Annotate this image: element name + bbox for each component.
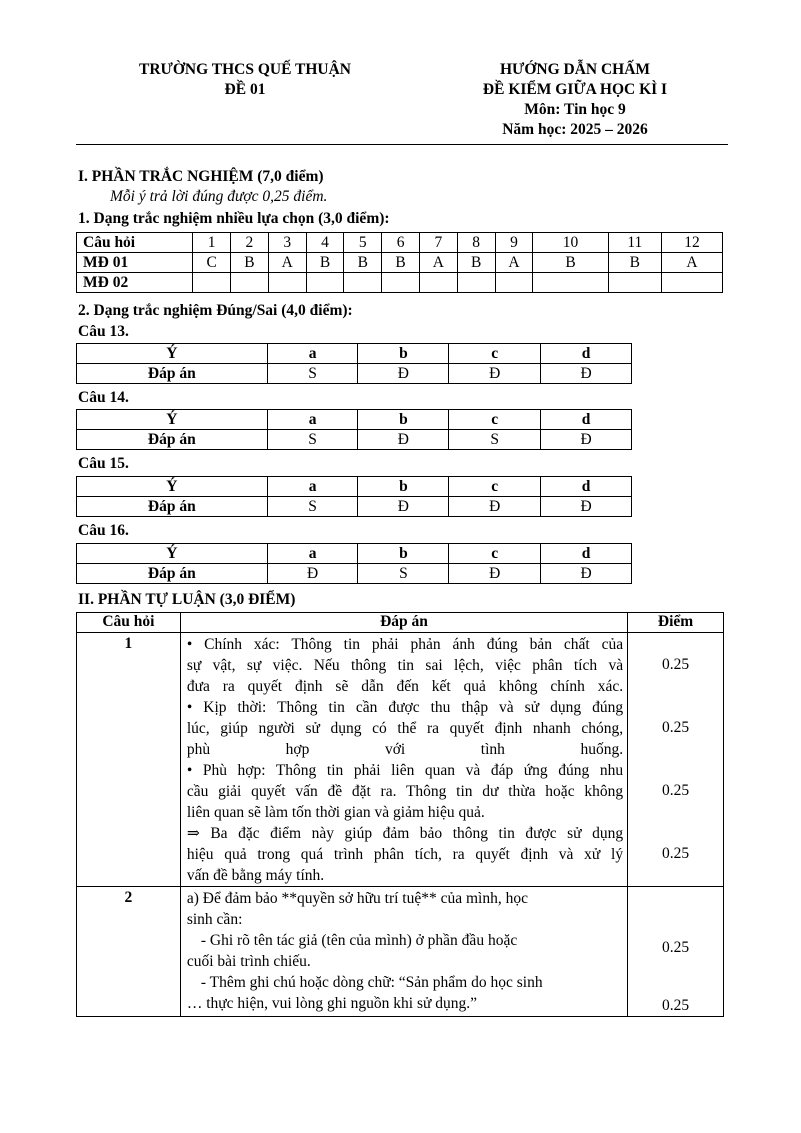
mcq-question-cell: 5 xyxy=(344,233,382,253)
tf-heading: 2. Dạng trắc nghiệm Đúng/Sai (4,0 điểm): xyxy=(78,302,353,319)
tf-col: c xyxy=(449,410,541,430)
essay-row-q2 xyxy=(77,887,724,1017)
md01-answer: B xyxy=(382,253,420,273)
answer-line: hiệu quả trong quá trình phân tích, ra quyết định và xử lý xyxy=(186,846,624,863)
md01-answer: A xyxy=(661,253,722,273)
tf-title-14: Câu 14. xyxy=(78,389,129,406)
tf-answer-label: Đáp án xyxy=(77,497,268,517)
mcq-heading: 1. Dạng trắc nghiệm nhiều lựa chọn (3,0 điểm): xyxy=(78,210,390,227)
col-score-header: Điểm xyxy=(628,613,724,633)
md01-answer: A xyxy=(419,253,457,273)
md02-answer xyxy=(533,273,608,293)
mcq-question-cell: 8 xyxy=(457,233,495,253)
essay-table xyxy=(76,612,724,1017)
tf-col: a xyxy=(267,544,358,564)
mcq-table xyxy=(76,232,723,293)
tf-answer: Đ xyxy=(541,430,632,450)
tf-col: c xyxy=(449,477,541,497)
part1-note: Mỗi ý trả lời đúng được 0,25 điểm. xyxy=(110,188,328,205)
tf-col: d xyxy=(541,544,632,564)
answer-line: sự vật, sự việc. Nếu thông tin sai lệch, việc phân tích và xyxy=(186,657,624,674)
tf-item-label: Ý xyxy=(77,344,268,364)
score-cell-q1 xyxy=(628,633,724,887)
tf-answer-row xyxy=(77,497,632,517)
mcq-question-cell: 12 xyxy=(661,233,722,253)
tf-col: b xyxy=(358,344,449,364)
md01-answer: B xyxy=(231,253,269,273)
col-question-header: Câu hỏi xyxy=(77,613,181,633)
part2-heading: II. PHẦN TỰ LUẬN (3,0 ĐIỂM) xyxy=(78,591,296,608)
tf-answer: Đ xyxy=(358,430,449,450)
tf-col: c xyxy=(449,544,541,564)
tf-answer-row xyxy=(77,364,632,384)
tf-answer: Đ xyxy=(267,564,358,584)
tf-answer-label: Đáp án xyxy=(77,430,268,450)
answer-line: … thực hiện, vui lòng ghi nguồn khi sử dụng.” xyxy=(186,995,478,1012)
answer-line: cuối bài trình chiếu. xyxy=(186,953,311,970)
answer-line: đưa ra quyết định sẽ dẫn đến kết quả không chính xác. xyxy=(186,678,624,695)
score-value: 0.25 xyxy=(661,719,690,736)
tf-col: c xyxy=(449,344,541,364)
tf-answer: S xyxy=(449,430,541,450)
md02-answer xyxy=(344,273,382,293)
tf-answer: Đ xyxy=(358,497,449,517)
tf-answer-row xyxy=(77,430,632,450)
tf-item-row xyxy=(77,544,632,564)
tf-answer: Đ xyxy=(541,564,632,584)
tf-title-13: Câu 13. xyxy=(78,323,129,340)
col-answer-header: Đáp án xyxy=(180,613,627,633)
tf-title-16: Câu 16. xyxy=(78,522,129,539)
md01-answer: B xyxy=(533,253,608,273)
answer-line: vấn đề bằng máy tính. xyxy=(186,867,325,884)
doc-title-1: HƯỚNG DẪN CHẤM xyxy=(499,61,651,78)
md02-answer xyxy=(457,273,495,293)
header-divider xyxy=(76,144,728,145)
header-right xyxy=(430,60,720,140)
mcq-question-cell: 3 xyxy=(268,233,306,253)
tf-table-15 xyxy=(76,476,632,517)
md02-answer xyxy=(661,273,722,293)
md02-answer xyxy=(608,273,661,293)
tf-answer: Đ xyxy=(449,364,541,384)
tf-table-16 xyxy=(76,543,632,584)
mcq-question-cell: 6 xyxy=(382,233,420,253)
md01-answer: B xyxy=(608,253,661,273)
tf-table-13 xyxy=(76,343,632,384)
school-year: Năm học: 2025 – 2026 xyxy=(502,121,648,138)
tf-answer-label: Đáp án xyxy=(77,564,268,584)
answer-line: sinh cần: xyxy=(186,911,243,928)
tf-answer: Đ xyxy=(541,497,632,517)
md01-answer: A xyxy=(268,253,306,273)
tf-col: b xyxy=(358,477,449,497)
md02-answer xyxy=(268,273,306,293)
tf-answer: S xyxy=(267,497,358,517)
mcq-question-row xyxy=(77,233,723,253)
tf-item-row xyxy=(77,344,632,364)
md02-answer xyxy=(231,273,269,293)
mcq-md01-row xyxy=(77,253,723,273)
mcq-question-cell: 11 xyxy=(608,233,661,253)
doc-title-2: ĐỀ KIỂM GIỮA HỌC KÌ I xyxy=(482,81,668,98)
tf-item-label: Ý xyxy=(77,544,268,564)
mcq-question-cell: 4 xyxy=(306,233,344,253)
question-number: 1 xyxy=(77,633,181,887)
tf-col: a xyxy=(267,344,358,364)
md01-answer: A xyxy=(495,253,533,273)
md01-answer: C xyxy=(193,253,231,273)
score-value: 0.25 xyxy=(661,997,690,1014)
exam-code: ĐỀ 01 xyxy=(224,81,266,98)
tf-answer: Đ xyxy=(358,364,449,384)
md02-answer xyxy=(495,273,533,293)
tf-col: d xyxy=(541,477,632,497)
school-name: TRƯỜNG THCS QUẾ THUẬN xyxy=(138,61,351,78)
md02-label: MĐ 02 xyxy=(77,273,193,293)
mcq-question-cell: 1 xyxy=(193,233,231,253)
tf-answer: Đ xyxy=(449,497,541,517)
answer-line: ⇒ Ba đặc điểm này giúp đảm bảo thông tin được sử dụng xyxy=(186,825,624,842)
answer-line: cầu giải quyết vấn đề đặt ra. Thông tin dư thừa hoặc không xyxy=(186,783,624,800)
answer-text-q2 xyxy=(180,887,627,1017)
md02-answer xyxy=(419,273,457,293)
tf-answer: S xyxy=(358,564,449,584)
answer-line: • Phù hợp: Thông tin phải liên quan và đáp ứng đúng nhu xyxy=(186,762,624,779)
md02-answer xyxy=(193,273,231,293)
tf-item-label: Ý xyxy=(77,410,268,430)
tf-col: a xyxy=(267,477,358,497)
md02-answer xyxy=(382,273,420,293)
question-number: 2 xyxy=(77,887,181,1017)
tf-answer: S xyxy=(267,430,358,450)
mcq-row-label: Câu hỏi xyxy=(77,233,193,253)
answer-line: a) Để đảm bảo **quyền sở hữu trí tuệ** của mình, học xyxy=(186,890,528,907)
mcq-question-cell: 9 xyxy=(495,233,533,253)
score-cell-q2 xyxy=(628,887,724,1017)
part1-heading: I. PHẦN TRẮC NGHIỆM (7,0 điểm) xyxy=(78,168,324,185)
tf-title-15: Câu 15. xyxy=(78,455,129,472)
tf-answer: Đ xyxy=(449,564,541,584)
md01-label: MĐ 01 xyxy=(77,253,193,273)
answer-line: • Kịp thời: Thông tin cần được thu thập và sử dụng đúng xyxy=(186,699,624,716)
md01-answer: B xyxy=(344,253,382,273)
tf-col: d xyxy=(541,410,632,430)
score-value: 0.25 xyxy=(661,939,690,956)
mcq-question-cell: 2 xyxy=(231,233,269,253)
tf-col: d xyxy=(541,344,632,364)
answer-line: - Ghi rõ tên tác giả (tên của mình) ở phần đầu hoặc xyxy=(200,932,518,949)
mcq-md02-row xyxy=(77,273,723,293)
tf-col: b xyxy=(358,410,449,430)
answer-line: • Chính xác: Thông tin phải phản ánh đúng bản chất của xyxy=(186,636,624,653)
answer-line: liên quan sẽ làm tốn thời gian và giảm hiệu quả. xyxy=(186,804,485,821)
tf-table-14 xyxy=(76,409,632,450)
answer-line: - Thêm ghi chú hoặc dòng chữ: “Sản phẩm do học sinh xyxy=(200,974,543,991)
answer-line: phù hợp với tình huống. xyxy=(186,741,624,758)
tf-col: b xyxy=(358,544,449,564)
essay-row-q1 xyxy=(77,633,724,887)
header-left xyxy=(90,60,400,100)
mcq-question-cell: 7 xyxy=(419,233,457,253)
score-value: 0.25 xyxy=(661,656,690,673)
mcq-question-cell: 10 xyxy=(533,233,608,253)
subject: Môn: Tin học 9 xyxy=(524,101,626,118)
essay-header-row xyxy=(77,613,724,633)
tf-item-row xyxy=(77,410,632,430)
tf-answer: S xyxy=(267,364,358,384)
tf-answer: Đ xyxy=(541,364,632,384)
tf-answer-label: Đáp án xyxy=(77,364,268,384)
tf-item-label: Ý xyxy=(77,477,268,497)
answer-text-q1 xyxy=(180,633,627,887)
answer-line: lúc, giúp người sử dụng có thể ra quyết định nhanh chóng, xyxy=(186,720,624,737)
tf-item-row xyxy=(77,477,632,497)
score-value: 0.25 xyxy=(661,782,690,799)
md02-answer xyxy=(306,273,344,293)
md01-answer: B xyxy=(457,253,495,273)
tf-answer-row xyxy=(77,564,632,584)
md01-answer: B xyxy=(306,253,344,273)
score-value: 0.25 xyxy=(661,845,690,862)
tf-col: a xyxy=(267,410,358,430)
